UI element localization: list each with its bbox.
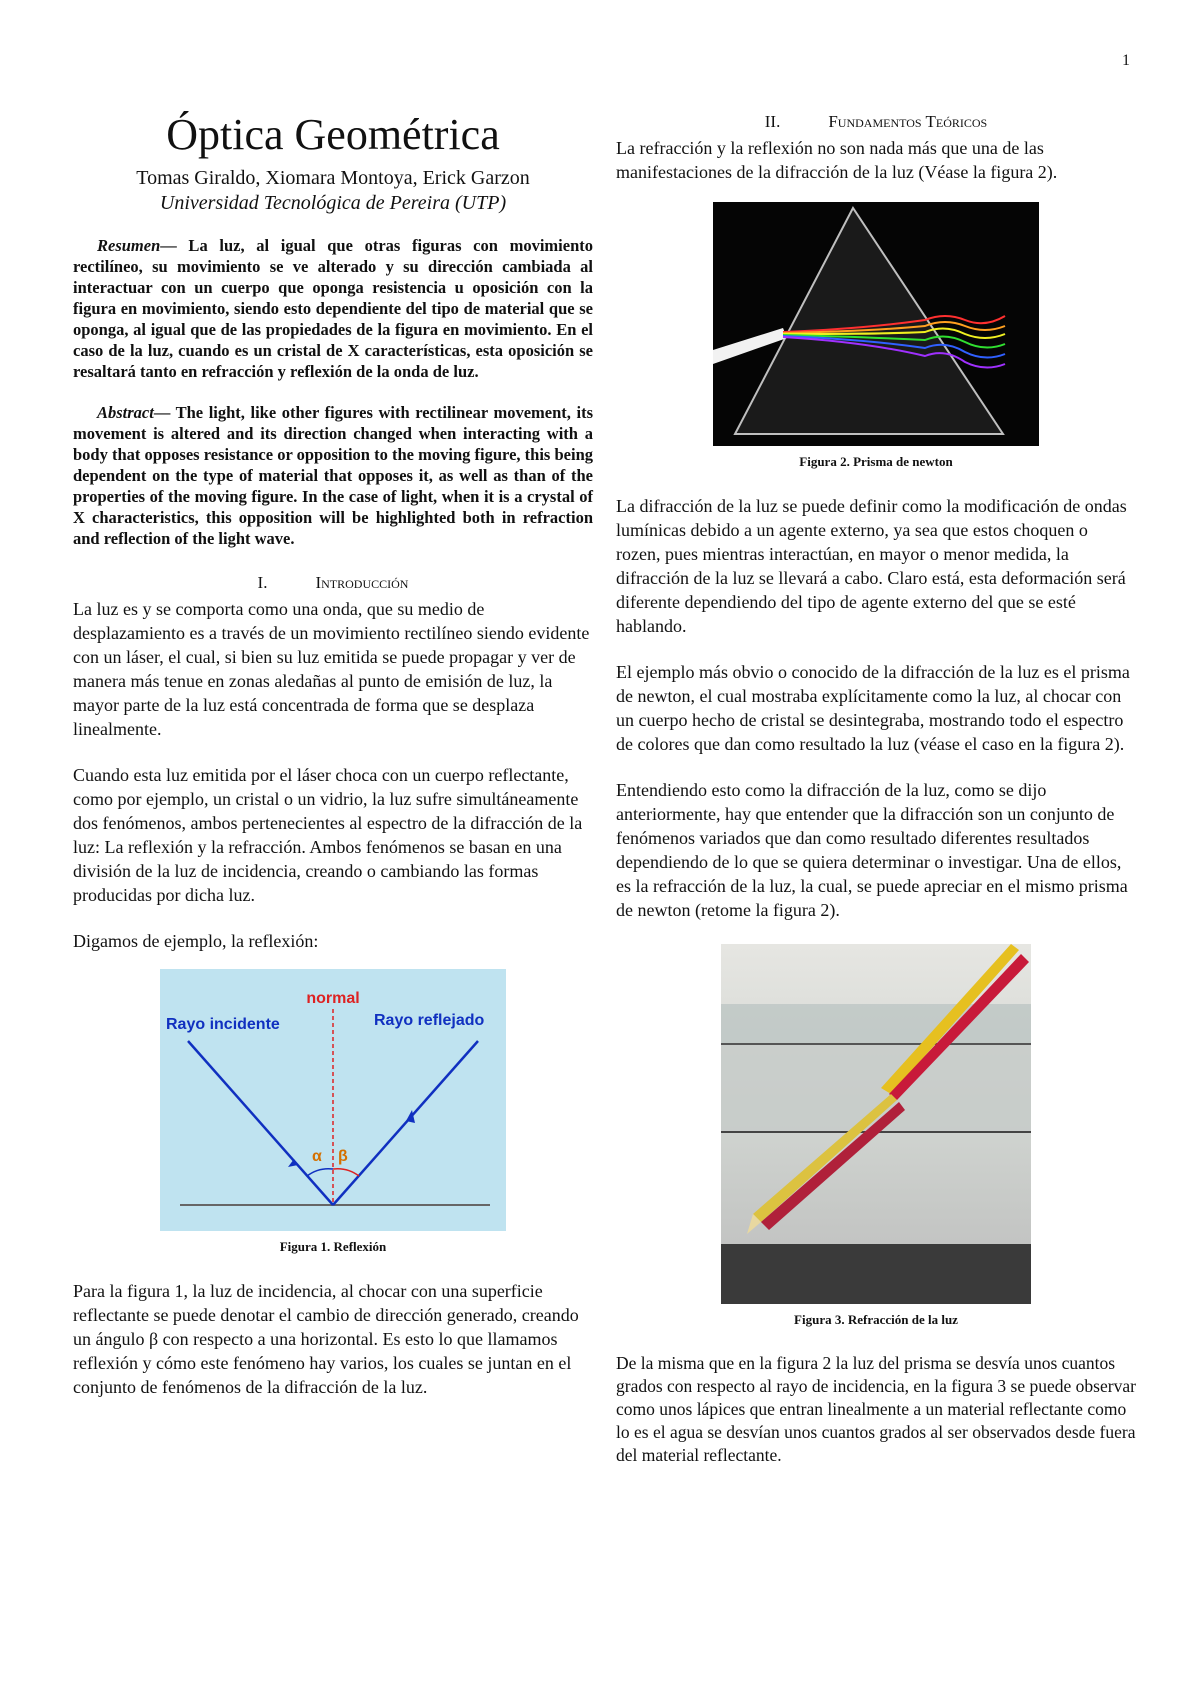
right-column xyxy=(616,110,1136,1489)
reflected-label: Rayo reflejado xyxy=(374,1011,485,1029)
left-column xyxy=(73,110,593,1421)
resumen-label: Resumen xyxy=(97,235,161,255)
section-heading-2 xyxy=(616,112,1136,132)
figure-2-newton-prism xyxy=(713,202,1039,446)
page-number: 1 xyxy=(1122,52,1130,69)
section-heading-1 xyxy=(73,573,593,593)
resumen-text: La luz, al igual que otras figuras con movimiento rectilíneo, su movimiento se ve alterado y su dirección cambiada al interactuar con un cuerpo que oponga resistencia u oposición con la figura en movimiento, siendo esto dependiente del tipo de material que se oponga, al igual que de las propiedades de la figura en movimiento. En el caso de la luz, cuando es un cristal de X características, esta oposición se resaltará tanto en refracción y reflexión de la onda de luz. xyxy=(73,235,593,381)
alpha-label: α xyxy=(312,1147,322,1165)
incident-label: Rayo incidente xyxy=(166,1015,280,1033)
authors: Tomas Giraldo, Xiomara Montoya, Erick Garzon xyxy=(136,166,530,189)
section-number: I. xyxy=(257,572,268,592)
affiliation: Universidad Tecnológica de Pereira (UTP) xyxy=(159,191,507,214)
section-number: II. xyxy=(764,112,781,131)
glass-top xyxy=(721,1004,1031,1044)
paragraph: Digamos de ejemplo, la reflexión: xyxy=(73,930,319,951)
beta-label: β xyxy=(338,1147,348,1165)
abstract xyxy=(73,402,593,549)
paragraph: La difracción de la luz se puede definir como la modificación de ondas lumínicas debido a un agente externo, ya sea que estos choquen o rozen, pues mientras interactúan, en mayor o menor medida, la difracción de la luz se llevará a cabo. Claro está, esta deformación será diferente dependiendo del tipo de agente externo del que se esté hablando. xyxy=(616,496,1127,636)
paragraph: La luz es y se comporta como una onda, que su medio de desplazamiento es a través de un movimiento rectilíneo siendo evidente con un láser, el cual, si bien su luz emitida se puede propagar y ver de manera más tenue en zonas aledañas al punto de emisión de luz, la mayor parte de la luz está concentrada de forma que se desplaza linealmente. xyxy=(73,598,590,739)
paper-title: Óptica Geométrica xyxy=(166,110,500,159)
figure-1-reflection xyxy=(160,969,506,1231)
resumen xyxy=(73,235,593,382)
figure-3-caption: Figura 3. Refracción de la luz xyxy=(794,1312,958,1327)
paragraph: Entendiendo esto como la difracción de la luz, como se dijo anteriormente, hay que entender que la difracción son un conjunto de fenómenos variados que dan como resultado diferentes resultados dependiendo de lo que se quiera determinar o investigar. Una de ellos, es la refracción de la luz, la cual, se puede apreciar en el mismo prisma de newton (retome la figura 2). xyxy=(616,780,1128,920)
section-title: Fundamentos Teóricos xyxy=(828,112,988,131)
figure-1-caption: Figura 1. Reflexión xyxy=(279,1238,387,1254)
abstract-text: The light, like other figures with rectilinear movement, its movement is altered and its direction changed when interacting with a body that opposes resistance or opposition to the moving figure, this being dependent on the type of material that opposes it, as well as than of the properties of the moving figure. In the case of light, when it is a crystal of X characteristics, this opposition will be highlighted both in refraction and reflection of the light wave. xyxy=(73,402,593,548)
paragraph: De la misma que en la figura 2 la luz del prisma se desvía unos cuantos grados con respecto al rayo de incidencia, en la figura 3 se puede observar como unos lápices que entran linealmente a un material reflectante como lo es el agua se desvían unos cuantos grados al ser observados desde fuera del material reflectante. xyxy=(616,1353,1136,1465)
abstract-label: Abstract xyxy=(97,402,154,422)
figure-3-pencils-refraction xyxy=(721,944,1031,1304)
paragraph: Cuando esta luz emitida por el láser choca con un cuerpo reflectante, como por ejemplo, un cristal o un vidrio, la luz sufre simultáneamente dos fenómenos, ambos pertenecientes al espectro de la difracción de la luz: La reflexión y la refracción. Ambos fenómenos se basan en una división de la luz de incidencia, creando o cambiando las formas producidas por dicha luz. xyxy=(73,764,583,905)
paragraph: La refracción y la reflexión no son nada más que una de las manifestaciones de la difracción de la luz (Véase la figura 2). xyxy=(616,138,1058,182)
normal-label: normal xyxy=(306,989,360,1007)
abstract-dash: — xyxy=(153,402,171,422)
section-title: Introducción xyxy=(315,572,409,592)
figure-2-caption: Figura 2. Prisma de newton xyxy=(799,454,953,469)
paragraph: El ejemplo más obvio o conocido de la difracción de la luz es el prisma de newton, el cual mostraba explícitamente como la luz, al chocar con un cuerpo hecho de cristal se desintegraba, mostrando todo el espectro de colores que dan como resultado la luz (véase el caso en la figura 2). xyxy=(616,662,1130,754)
resumen-dash: — xyxy=(160,235,177,255)
paragraph: Para la figura 1, la luz de incidencia, al chocar con una superficie reflectante se puede denotar el cambio de dirección generado, creando un ángulo β con respecto a una horizontal. Es esto lo que llamamos reflexión y cómo este fenómeno hay varios, los cuales se juntan en el conjunto de fenómenos de la difracción de la luz. xyxy=(73,1280,579,1397)
table-surface xyxy=(721,1244,1031,1304)
